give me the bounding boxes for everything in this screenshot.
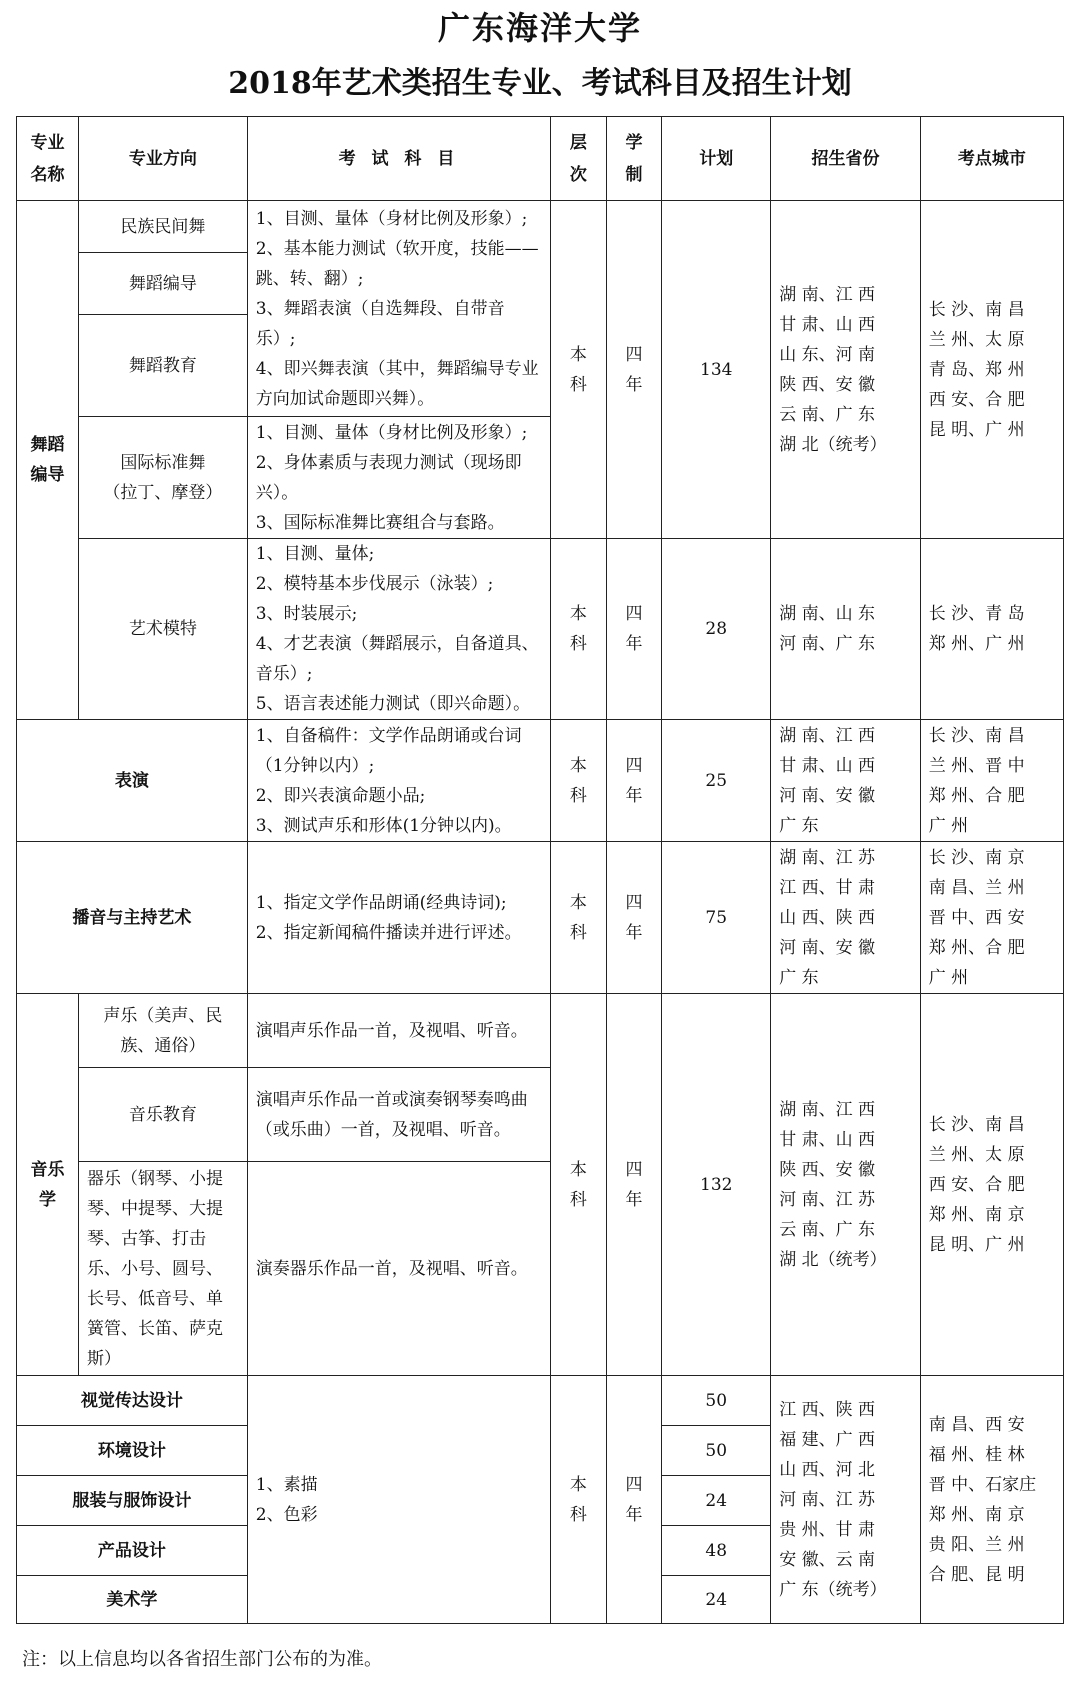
plan-broadcasting: 75 [662, 842, 771, 994]
direction-folk-dance: 民族民间舞 [78, 201, 247, 253]
years-broadcasting: 四 年 [606, 842, 662, 994]
level-dance-c: 本 科 [551, 539, 607, 720]
header-subjects: 考 试 科 目 [247, 117, 550, 201]
direction-dance-education: 舞蹈教育 [78, 315, 247, 417]
footnote: 注：以上信息均以各省招生部门公布的为准。 [22, 1649, 382, 1670]
direction-instrumental: 器乐（钢琴、小提琴、中提琴、大提琴、古筝、打击乐、小号、圆号、长号、低音号、单簧管、长笛、萨克斯） [78, 1162, 247, 1376]
direction-choreography: 舞蹈编导 [78, 253, 247, 315]
major-fine-arts: 美术学 [17, 1576, 248, 1624]
subjects-dance-c: 1、目测、量体; 2、模特基本步伐展示（泳装）; 3、时装展示; 4、才艺表演（舞蹈展示，自备道具、音乐）; 5、语言表述能力测试（即兴命题）。 [247, 539, 550, 720]
table-row [17, 1376, 1064, 1426]
years-dance-c: 四 年 [606, 539, 662, 720]
plan-dance-a: 134 [662, 201, 771, 539]
major-environment-design: 环境设计 [17, 1426, 248, 1476]
cities-performance: 长 沙、南 昌 兰 州、晋 中 郑 州、合 肥 广 州 [920, 720, 1063, 842]
cities-dance-a: 长 沙、南 昌 兰 州、太 原 青 岛、郑 州 西 安、合 肥 昆 明、广 州 [920, 201, 1063, 539]
plan-fine-arts: 24 [662, 1576, 771, 1624]
table-row [17, 842, 1064, 994]
table-row [17, 201, 1064, 253]
provinces-broadcasting: 湖 南、江 苏 江 西、甘 肃 山 西、陕 西 河 南、安 徽 广 东 [771, 842, 921, 994]
major-music: 音乐 学 [17, 994, 79, 1376]
major-performance: 表演 [17, 720, 248, 842]
cities-dance-c: 长 沙、青 岛 郑 州、广 州 [920, 539, 1063, 720]
subjects-dance-b: 1、目测、量体（身材比例及形象）; 2、身体素质与表现力测试（现场即兴）。 3、国际标准舞比赛组合与套路。 [247, 417, 550, 539]
admission-plan-table [16, 116, 1064, 1624]
subjects-instrumental: 演奏器乐作品一首，及视唱、听音。 [247, 1162, 550, 1376]
years-dance-a: 四 年 [606, 201, 662, 539]
header-row [17, 117, 1064, 201]
subjects-music-education: 演唱声乐作品一首或演奏钢琴奏鸣曲（或乐曲）一首，及视唱、听音。 [247, 1068, 550, 1162]
direction-vocal: 声乐（美声、民族、通俗） [78, 994, 247, 1068]
major-dance: 舞蹈 编导 [17, 201, 79, 720]
level-design: 本 科 [551, 1376, 607, 1624]
major-visual-communication: 视觉传达设计 [17, 1376, 248, 1426]
subjects-vocal: 演唱声乐作品一首，及视唱、听音。 [247, 994, 550, 1068]
major-product-design: 产品设计 [17, 1526, 248, 1576]
direction-music-education: 音乐教育 [78, 1068, 247, 1162]
plan-fashion-design: 24 [662, 1476, 771, 1526]
header-years: 学 制 [606, 117, 662, 201]
header-direction: 专业方向 [78, 117, 247, 201]
cities-music: 长 沙、南 昌 兰 州、太 原 西 安、合 肥 郑 州、南 京 昆 明、广 州 [920, 994, 1063, 1376]
major-fashion-design: 服装与服饰设计 [17, 1476, 248, 1526]
cities-design: 南 昌、西 安 福 州、桂 林 晋 中、石家庄 郑 州、南 京 贵 阳、兰 州 合 肥、昆 明 [920, 1376, 1063, 1624]
provinces-music: 湖 南、江 西 甘 肃、山 西 陕 西、安 徽 河 南、江 苏 云 南、广 东 湖 北（统考） [771, 994, 921, 1376]
table-row [17, 539, 1064, 720]
cities-broadcasting: 长 沙、南 京 南 昌、兰 州 晋 中、西 安 郑 州、合 肥 广 州 [920, 842, 1063, 994]
header-plan: 计划 [662, 117, 771, 201]
direction-art-model: 艺术模特 [78, 539, 247, 720]
plan-music: 132 [662, 994, 771, 1376]
level-performance: 本 科 [551, 720, 607, 842]
direction-ballroom: 国际标准舞 （拉丁、摩登） [78, 417, 247, 539]
level-music: 本 科 [551, 994, 607, 1376]
years-performance: 四 年 [606, 720, 662, 842]
provinces-performance: 湖 南、江 西 甘 肃、山 西 河 南、安 徽 广 东 [771, 720, 921, 842]
plan-performance: 25 [662, 720, 771, 842]
header-cities: 考点城市 [920, 117, 1063, 201]
plan-environment-design: 50 [662, 1426, 771, 1476]
years-music: 四 年 [606, 994, 662, 1376]
subjects-broadcasting: 1、指定文学作品朗诵(经典诗词); 2、指定新闻稿件播读并进行评述。 [247, 842, 550, 994]
subjects-design: 1、素描 2、色彩 [247, 1376, 550, 1624]
header-major: 专业 名称 [17, 117, 79, 201]
plan-visual-communication: 50 [662, 1376, 771, 1426]
provinces-dance-c: 湖 南、山 东 河 南、广 东 [771, 539, 921, 720]
provinces-dance-a: 湖 南、江 西 甘 肃、山 西 山 东、河 南 陕 西、安 徽 云 南、广 东 湖 北（统考） [771, 201, 921, 539]
page-subtitle: 2018年艺术类招生专业、考试科目及招生计划 [228, 66, 852, 101]
table-row [17, 994, 1064, 1068]
page-title: 广东海洋大学 [437, 9, 642, 47]
provinces-design: 江 西、陕 西 福 建、广 西 山 西、河 北 河 南、江 苏 贵 州、甘 肃 安 徽、云 南 广 东（统考） [771, 1376, 921, 1624]
major-broadcasting: 播音与主持艺术 [17, 842, 248, 994]
plan-product-design: 48 [662, 1526, 771, 1576]
years-design: 四 年 [606, 1376, 662, 1624]
level-dance-a: 本 科 [551, 201, 607, 539]
table-row [17, 720, 1064, 842]
header-provinces: 招生省份 [771, 117, 921, 201]
subjects-dance-a: 1、目测、量体（身材比例及形象）; 2、基本能力测试（软开度，技能——跳、转、翻）; 3、舞蹈表演（自选舞段、自带音乐）; 4、即兴舞表演（其中，舞蹈编导专业方向加试命题即兴舞）。 [247, 201, 550, 417]
subjects-performance: 1、自备稿件：文学作品朗诵或台词（1分钟以内）; 2、即兴表演命题小品; 3、测试声乐和形体(1分钟以内)。 [247, 720, 550, 842]
level-broadcasting: 本 科 [551, 842, 607, 994]
plan-dance-c: 28 [662, 539, 771, 720]
header-level: 层 次 [551, 117, 607, 201]
